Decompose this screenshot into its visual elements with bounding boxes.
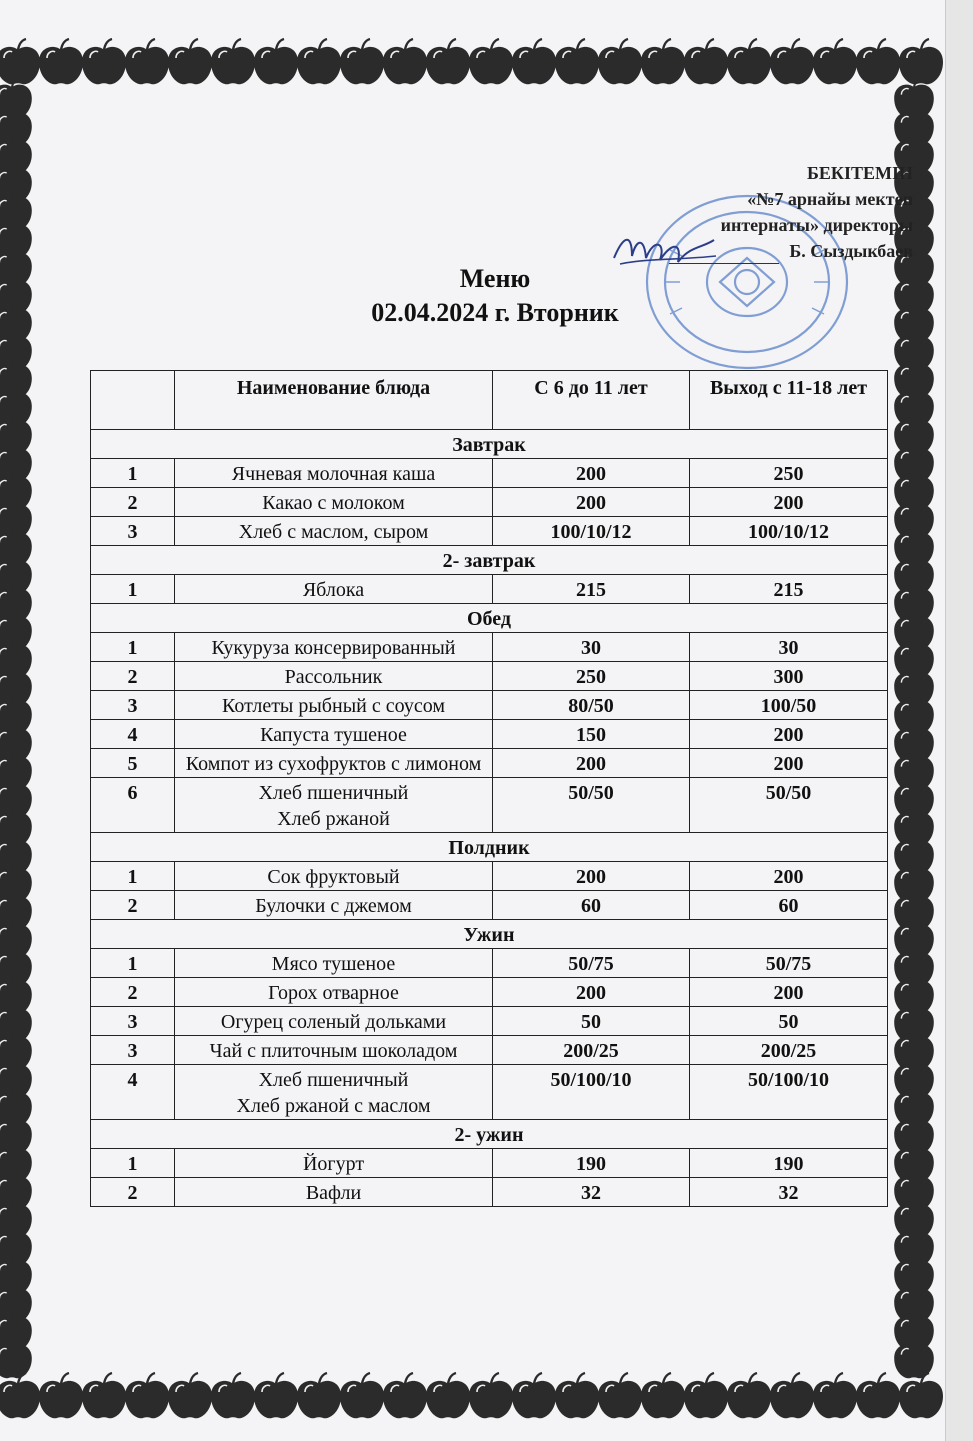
table-row xyxy=(91,633,888,662)
section-row xyxy=(91,604,888,633)
portion-11-18: 215 xyxy=(690,575,888,604)
portion-11-18: 50/50 xyxy=(690,778,888,833)
portion-11-18: 200/25 xyxy=(690,1036,888,1065)
header-num xyxy=(91,371,175,430)
portion-6-11: 190 xyxy=(493,1149,690,1178)
dish-name: Котлеты рыбный с соусом xyxy=(175,691,493,720)
menu-table xyxy=(90,370,888,1207)
portion-6-11: 80/50 xyxy=(493,691,690,720)
dish-name: Чай с плиточным шоколадом xyxy=(175,1036,493,1065)
portion-6-11: 150 xyxy=(493,720,690,749)
table-row xyxy=(91,488,888,517)
portion-11-18: 200 xyxy=(690,720,888,749)
table-row xyxy=(91,1065,888,1120)
approval-line-1: БЕКІТЕМІН xyxy=(807,163,913,183)
row-number: 1 xyxy=(91,949,175,978)
dish-name: Кукуруза консервированный xyxy=(175,633,493,662)
dish-name: Хлеб пшеничный Хлеб ржаной xyxy=(175,778,493,833)
table-row xyxy=(91,778,888,833)
section-title: Ужин xyxy=(91,920,888,949)
dish-name: Ячневая молочная каша xyxy=(175,459,493,488)
row-number: 2 xyxy=(91,891,175,920)
portion-6-11: 60 xyxy=(493,891,690,920)
section-row xyxy=(91,430,888,459)
section-title: 2- ужин xyxy=(91,1120,888,1149)
approval-line-3: интернаты» директоры xyxy=(720,215,913,235)
row-number: 3 xyxy=(91,1036,175,1065)
dish-name: Капуста тушеное xyxy=(175,720,493,749)
row-number: 3 xyxy=(91,517,175,546)
signature-icon xyxy=(610,228,720,272)
portion-6-11: 50 xyxy=(493,1007,690,1036)
title-block xyxy=(0,262,973,330)
section-row xyxy=(91,920,888,949)
dish-name: Вафли xyxy=(175,1178,493,1207)
portion-11-18: 300 xyxy=(690,662,888,691)
section-title: Обед xyxy=(91,604,888,633)
table-row xyxy=(91,749,888,778)
page-title: Меню xyxy=(459,264,531,293)
row-number: 1 xyxy=(91,633,175,662)
portion-6-11: 100/10/12 xyxy=(493,517,690,546)
row-number: 6 xyxy=(91,778,175,833)
dish-name: Огурец соленый дольками xyxy=(175,1007,493,1036)
portion-11-18: 200 xyxy=(690,978,888,1007)
dish-name: Яблока xyxy=(175,575,493,604)
row-number: 2 xyxy=(91,488,175,517)
header-age-11-18: Выход с 11-18 лет xyxy=(690,371,888,430)
portion-6-11: 200 xyxy=(493,862,690,891)
table-row xyxy=(91,949,888,978)
portion-6-11: 30 xyxy=(493,633,690,662)
section-row xyxy=(91,1120,888,1149)
portion-11-18: 200 xyxy=(690,862,888,891)
row-number: 3 xyxy=(91,1007,175,1036)
table-row xyxy=(91,662,888,691)
approval-line-4: Б. Сыздыкбаев xyxy=(789,241,913,261)
portion-11-18: 32 xyxy=(690,1178,888,1207)
table-row xyxy=(91,720,888,749)
row-number: 1 xyxy=(91,1149,175,1178)
row-number: 2 xyxy=(91,662,175,691)
table-row xyxy=(91,517,888,546)
dish-name: Булочки с джемом xyxy=(175,891,493,920)
table-row xyxy=(91,459,888,488)
portion-11-18: 50/100/10 xyxy=(690,1065,888,1120)
table-row xyxy=(91,891,888,920)
table-row xyxy=(91,1149,888,1178)
table-row xyxy=(91,862,888,891)
dish-name: Хлеб с маслом, сыром xyxy=(175,517,493,546)
section-row xyxy=(91,546,888,575)
dish-name: Компот из сухофруктов с лимоном xyxy=(175,749,493,778)
page-subtitle: 02.04.2024 г. Вторник xyxy=(371,298,619,327)
dish-name: Горох отварное xyxy=(175,978,493,1007)
dish-name: Йогурт xyxy=(175,1149,493,1178)
portion-6-11: 200 xyxy=(493,459,690,488)
row-number: 1 xyxy=(91,575,175,604)
dish-name: Хлеб пшеничный Хлеб ржаной с маслом xyxy=(175,1065,493,1120)
dish-name: Мясо тушеное xyxy=(175,949,493,978)
portion-6-11: 50/75 xyxy=(493,949,690,978)
header-age-6-11: С 6 до 11 лет xyxy=(493,371,690,430)
portion-6-11: 200 xyxy=(493,488,690,517)
portion-11-18: 30 xyxy=(690,633,888,662)
section-title: Полдник xyxy=(91,833,888,862)
table-row xyxy=(91,1178,888,1207)
portion-6-11: 32 xyxy=(493,1178,690,1207)
section-title: Завтрак xyxy=(91,430,888,459)
section-title: 2- завтрак xyxy=(91,546,888,575)
portion-11-18: 250 xyxy=(690,459,888,488)
portion-6-11: 200/25 xyxy=(493,1036,690,1065)
dish-name: Рассольник xyxy=(175,662,493,691)
table-row xyxy=(91,978,888,1007)
row-number: 1 xyxy=(91,459,175,488)
row-number: 3 xyxy=(91,691,175,720)
portion-11-18: 200 xyxy=(690,749,888,778)
portion-6-11: 50/100/10 xyxy=(493,1065,690,1120)
portion-11-18: 60 xyxy=(690,891,888,920)
row-number: 2 xyxy=(91,1178,175,1207)
table-row xyxy=(91,1007,888,1036)
portion-11-18: 100/50 xyxy=(690,691,888,720)
dish-name: Какао с молоком xyxy=(175,488,493,517)
dish-name: Сок фруктовый xyxy=(175,862,493,891)
portion-11-18: 100/10/12 xyxy=(690,517,888,546)
portion-11-18: 50/75 xyxy=(690,949,888,978)
row-number: 5 xyxy=(91,749,175,778)
row-number: 4 xyxy=(91,1065,175,1120)
table-row xyxy=(91,691,888,720)
section-row xyxy=(91,833,888,862)
approval-line-2: «№7 арнайы мектеп xyxy=(747,189,913,209)
portion-6-11: 200 xyxy=(493,978,690,1007)
background-edge xyxy=(945,0,973,1441)
portion-6-11: 200 xyxy=(493,749,690,778)
table-row xyxy=(91,1036,888,1065)
row-number: 2 xyxy=(91,978,175,1007)
portion-6-11: 250 xyxy=(493,662,690,691)
header-dish: Наименование блюда xyxy=(175,371,493,430)
table-row xyxy=(91,575,888,604)
portion-11-18: 200 xyxy=(690,488,888,517)
table-header-row xyxy=(91,371,888,430)
portion-6-11: 50/50 xyxy=(493,778,690,833)
portion-6-11: 215 xyxy=(493,575,690,604)
row-number: 4 xyxy=(91,720,175,749)
portion-11-18: 190 xyxy=(690,1149,888,1178)
portion-11-18: 50 xyxy=(690,1007,888,1036)
row-number: 1 xyxy=(91,862,175,891)
